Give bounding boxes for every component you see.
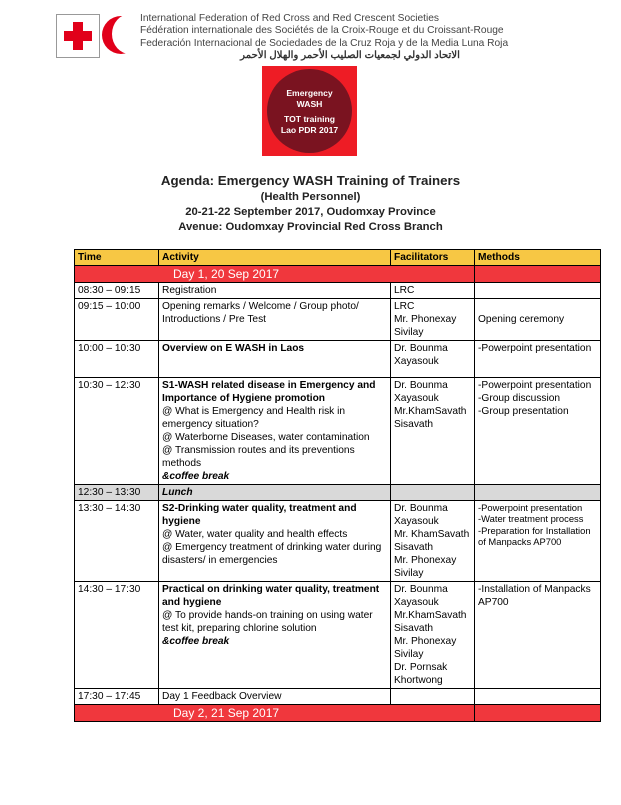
facilitator: Dr. Bounma Xayasouk [394, 584, 448, 608]
table-row [75, 299, 601, 341]
badge-line-4: Lao PDR 2017 [280, 124, 339, 135]
facilitator: Mr.KhamSavath Sisavath [394, 406, 467, 430]
row-methods [475, 485, 601, 501]
day-band [75, 705, 601, 722]
org-name-es: Federación Internacional de Sociedades de la Cruz Roja y de la Media Luna Roja [140, 37, 509, 49]
session-title: S1-WASH related disease in Emergency and Importance of Hygiene promotion [162, 380, 376, 404]
row-time: 13:30 – 14:30 [75, 501, 159, 582]
event-venue: Avenue: Oudomxay Provincial Red Cross Branch [178, 221, 443, 233]
row-activity: Registration [159, 283, 391, 299]
row-facilitators: Dr. Bounma Xayasouk [391, 341, 475, 378]
row-time: 10:00 – 10:30 [75, 341, 159, 378]
row-time: 14:30 – 17:30 [75, 582, 159, 689]
row-activity [159, 582, 391, 689]
row-time: 09:15 – 10:00 [75, 299, 159, 341]
method: -Powerpoint presentation [478, 502, 583, 513]
session-title: S2-Drinking water quality, treatment and hygiene [162, 503, 357, 527]
row-facilitators [391, 485, 475, 501]
day-band [75, 266, 601, 283]
lunch-row [75, 485, 601, 501]
row-methods [475, 501, 601, 582]
row-activity [159, 378, 391, 485]
session-item: @ Emergency treatment of drinking water during disasters/ in emergencies [162, 542, 382, 566]
agenda-table [74, 249, 601, 722]
table-row [75, 582, 601, 689]
header-activity: Activity [159, 250, 391, 266]
facilitator: LRC [394, 301, 415, 312]
row-activity: Opening remarks / Welcome / Group photo/ Introductions / Pre Test [159, 299, 391, 341]
day-1-label: Day 1, 20 Sep 2017 [75, 266, 475, 283]
facilitator: Mr. Phonexay Sivilay [394, 636, 457, 660]
row-time: 08:30 – 09:15 [75, 283, 159, 299]
method: Opening ceremony [478, 314, 565, 325]
org-name-en: International Federation of Red Cross and Red Crescent Societies [140, 13, 439, 24]
session-item: @ Transmission routes and its preventions methods [162, 445, 355, 469]
org-name-ar: الاتحاد الدولي لجمعيات الصليب الأحمر والهلال الأحمر [240, 50, 460, 62]
row-facilitators [391, 501, 475, 582]
ifrc-logo [56, 14, 132, 62]
badge-line-1: Emergency [286, 88, 333, 98]
header-time: Time [75, 250, 159, 266]
row-methods: -Powerpoint presentation [475, 341, 601, 378]
row-activity: Lunch [159, 485, 391, 501]
coffee-break: &coffee break [162, 471, 230, 482]
row-methods [475, 582, 601, 689]
page-subtitle: (Health Personnel) [260, 191, 361, 203]
agenda-titles [0, 172, 621, 235]
row-facilitators [391, 299, 475, 341]
row-facilitators [391, 378, 475, 485]
red-cross-icon [56, 14, 100, 58]
session-item: @ To provide hands-on training on using water test kit, preparing chlorine solution [162, 610, 373, 634]
header-methods: Methods [475, 250, 601, 266]
method: -Powerpoint presentation [478, 380, 592, 391]
method: -Water treatment process [478, 513, 584, 525]
facilitator: Mr. Phonexay Sivilay [394, 314, 457, 338]
coffee-break: &coffee break [162, 636, 230, 647]
row-time: 12:30 – 13:30 [75, 485, 159, 501]
method: -Group discussion [478, 393, 561, 404]
header-facilitators: Facilitators [391, 250, 475, 266]
badge-line-3: TOT training [284, 114, 335, 124]
row-activity: Overview on E WASH in Laos [159, 341, 391, 378]
badge-text [262, 88, 357, 135]
org-name-fr: Fédération internationale des Sociétés de la Croix-Rouge et du Croissant-Rouge [140, 25, 504, 37]
row-facilitators: LRC [391, 283, 475, 299]
badge-line-2: WASH [296, 98, 323, 109]
row-methods [475, 283, 601, 299]
session-title: Practical on drinking water quality, treatment and hygiene [162, 584, 380, 608]
row-activity: Day 1 Feedback Overview [159, 689, 391, 705]
session-item: @ Waterborne Diseases, water contamination [162, 432, 370, 443]
page-title: Agenda: Emergency WASH Training of Trainers [160, 173, 461, 188]
row-time: 17:30 – 17:45 [75, 689, 159, 705]
facilitator: Dr. Bounma Xayasouk [394, 503, 448, 527]
method: -Preparation for Installation of Manpacks AP700 [478, 524, 591, 548]
training-badge [262, 66, 357, 156]
facilitator: Dr. Pornsak Khortwong [394, 662, 448, 686]
method: -Group presentation [478, 406, 569, 417]
row-methods [475, 689, 601, 705]
facilitator: Mr. KhamSavath Sisavath [394, 529, 470, 553]
table-row [75, 501, 601, 582]
table-header-row [75, 250, 601, 266]
facilitator: Dr. Bounma Xayasouk [394, 380, 448, 404]
day-2-label: Day 2, 21 Sep 2017 [75, 705, 475, 722]
method: -Installation of Manpacks AP700 [478, 584, 591, 608]
row-time: 10:30 – 12:30 [75, 378, 159, 485]
table-row [75, 378, 601, 485]
row-methods [475, 299, 601, 341]
row-methods [475, 378, 601, 485]
organization-names [140, 13, 509, 63]
facilitator: Mr. Phonexay Sivilay [394, 555, 457, 579]
table-row [75, 283, 601, 299]
facilitator: Mr.KhamSavath Sisavath [394, 610, 467, 634]
event-dates: 20-21-22 September 2017, Oudomxay Province [185, 206, 436, 218]
table-row [75, 341, 601, 378]
row-facilitators [391, 689, 475, 705]
session-item: @ What is Emergency and Health risk in emergency situation? [162, 406, 346, 430]
table-row [75, 689, 601, 705]
session-item: @ Water, water quality and health effects [162, 529, 348, 540]
row-facilitators [391, 582, 475, 689]
row-activity [159, 501, 391, 582]
